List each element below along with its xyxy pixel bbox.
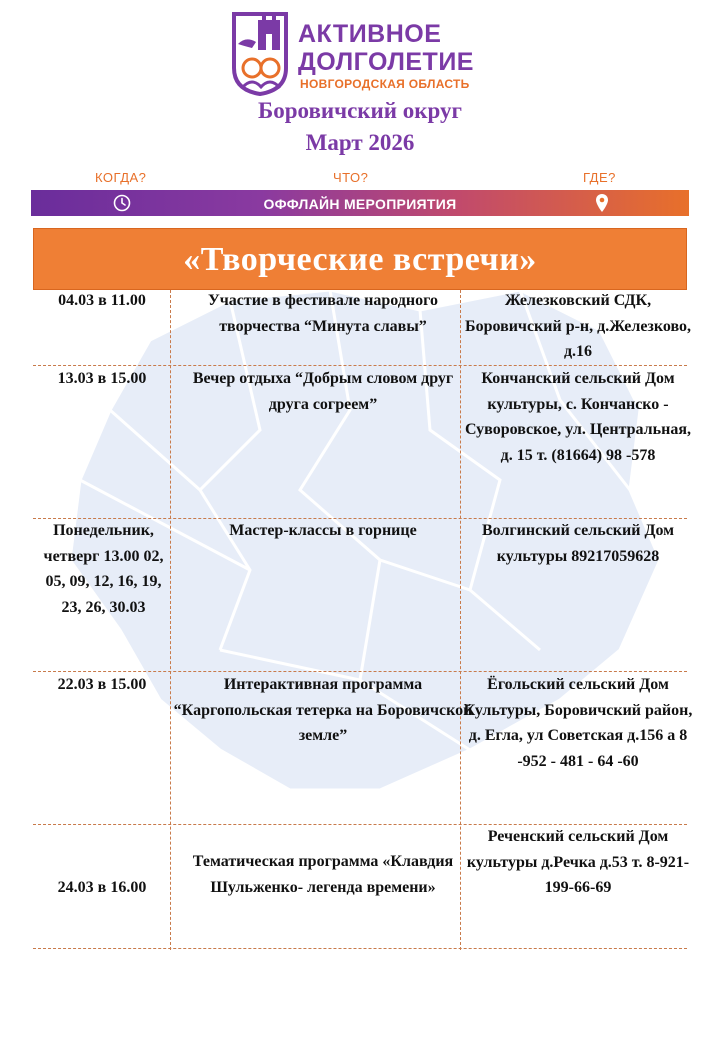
section-header <box>33 228 687 290</box>
section-title: «Творческие встречи» <box>183 241 537 278</box>
offline-events-label: ОФФЛАЙН МЕРОПРИЯТИЯ <box>263 196 457 212</box>
event-date: 22.03 в 15.00 <box>57 676 147 693</box>
event-date: Понедельник, четверг 13.00 02, 05, 09, 12, 16, 19, 23, 26, 30.03 <box>43 522 164 616</box>
location-pin-icon <box>595 193 609 213</box>
event-date: 04.03 в 11.00 <box>58 292 146 309</box>
logo <box>228 10 498 100</box>
event-place: Волгинский сельский Дом культуры 89217059628 <box>481 522 675 565</box>
event-date: 24.03 в 16.00 <box>57 879 147 896</box>
district-title: Боровичский округ <box>258 98 462 123</box>
when-label: КОГДА? <box>95 170 147 185</box>
event-title: Участие в фестивале народного творчества “Минута славы” <box>208 292 438 335</box>
logo-text-region: НОВГОРОДСКАЯ ОБЛАСТЬ <box>300 77 470 91</box>
what-label: ЧТО? <box>333 170 369 185</box>
event-place: Реченский сельский Дом культуры д.Речка д.53 т. 8-921-199-66-69 <box>466 828 690 897</box>
event-title: Тематическая программа «Клавдия Шульженко- легенда времени» <box>192 853 454 896</box>
event-title: Вечер отдыха “Добрым словом друг друга согреем” <box>192 370 454 413</box>
event-date: 13.03 в 15.00 <box>57 370 147 387</box>
logo-emblem-icon <box>228 10 292 96</box>
event-place: Кончанский сельский Дом культуры, с. Кончанско - Суворовское, ул. Центральная, д. 15 т. (81664) 98 -578 <box>465 370 691 464</box>
month-title: Март 2026 <box>305 130 415 155</box>
row-divider <box>33 948 687 949</box>
logo-text-line1: АКТИВНОЕ <box>298 20 442 48</box>
where-label: ГДЕ? <box>583 170 616 185</box>
event-title: Интерактивная программа “Каргопольская тетерка на Боровичской земле” <box>173 676 473 745</box>
event-place: Ёгольский сельский Дом Культуры, Боровичский район, д. Егла, ул Советская д.156 а 8 -952 - 481 - 64 -60 <box>463 676 693 770</box>
event-title: Мастер-классы в горнице <box>229 522 417 539</box>
logo-text-line2: ДОЛГОЛЕТИЕ <box>298 48 474 76</box>
offline-events-bar <box>31 190 689 216</box>
event-place: Железковский СДК, Боровичский р-н, д.Железково, д.16 <box>464 292 691 361</box>
